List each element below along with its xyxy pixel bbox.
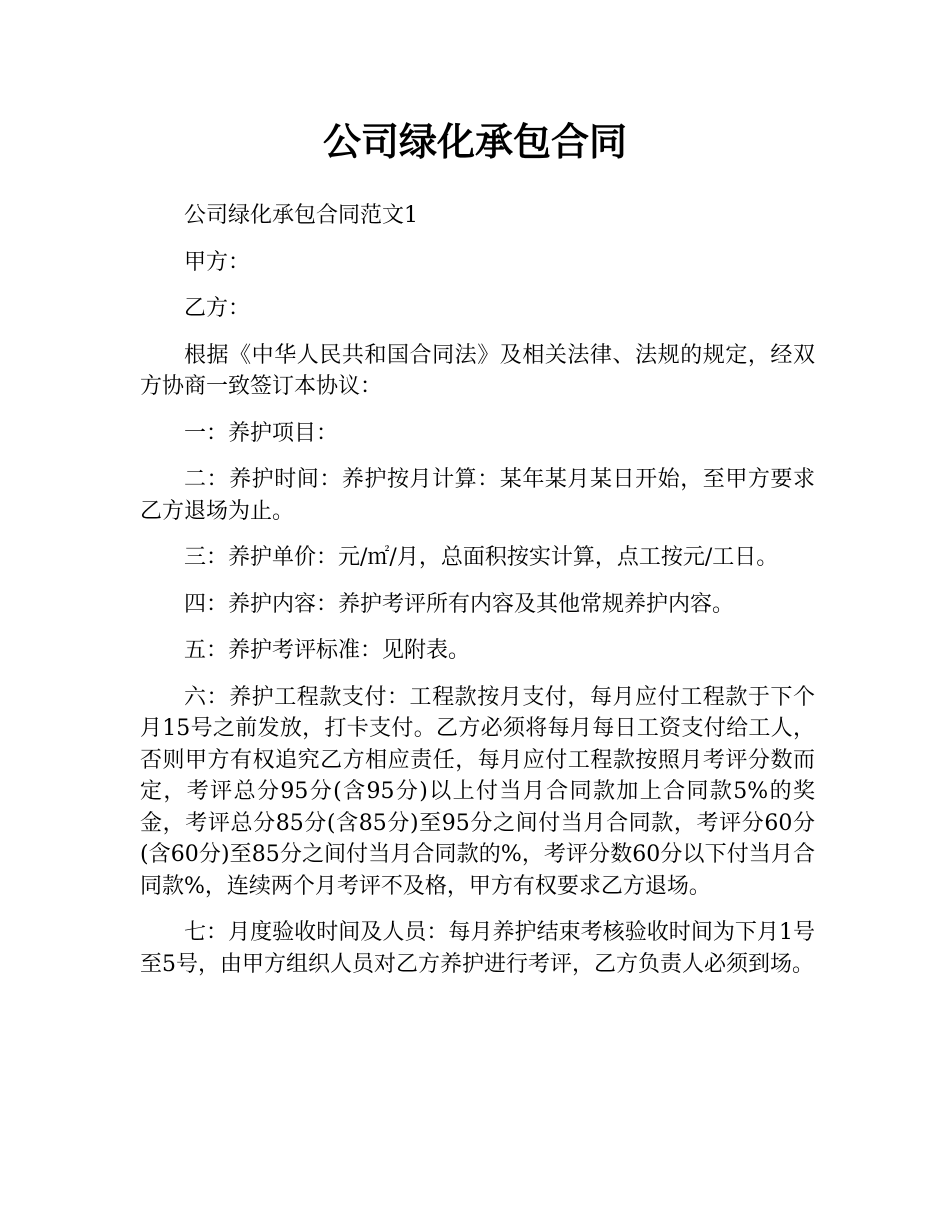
document-title: 公司绿化承包合同 — [322, 120, 627, 164]
paragraph-party-a: 甲方： — [184, 249, 251, 275]
paragraph-clause-7: 七：月度验收时间及人员：每月养护结束考核验收时间为下月1号至5号，由甲方组织人员对乙方养护进行考评，乙方负责人必须到场。 — [140, 920, 815, 977]
paragraph-clause-2: 二：养护时间：养护按月计算：某年某月某日开始，至甲方要求乙方退场为止。 — [140, 467, 815, 524]
paragraph-subtitle: 公司绿化承包合同范文1 — [184, 203, 418, 228]
paragraph-clause-1: 一：养护项目： — [184, 420, 339, 446]
paragraph-clause-3: 三：养护单价：元/㎡/月，总面积按实计算，点工按元/工日。 — [184, 545, 779, 570]
paragraph-preamble: 根据《中华人民共和国合同法》及相关法律、法规的规定，经双方协商一致签订本协议： — [140, 342, 815, 399]
paragraph-clause-5: 五：养护考评标准：见附表。 — [184, 638, 471, 663]
paragraph-clause-4: 四：养护内容：养护考评所有内容及其他常规养护内容。 — [184, 591, 735, 617]
paragraph-party-b: 乙方： — [184, 296, 251, 321]
document-body — [140, 200, 815, 995]
paragraph-clause-6: 六：养护工程款支付：工程款按月支付，每月应付工程款于下个月15号之前发放，打卡支付。乙方必须将每月每日工资支付给工人，否则甲方有权追究乙方相应责任，每月应付工程款按照月考评分数而定，考评总分95分(含95分)以上付当月合同款加上合同款5%的奖金，考评总分85分(含85分)至95分之间付当月合同款，考评分60分(含60分)至85分之间付当月合同款的%，考评分数60分以下付当月合同款%，连续两个月考评不及格，甲方有权要求乙方退场。 — [140, 684, 815, 899]
